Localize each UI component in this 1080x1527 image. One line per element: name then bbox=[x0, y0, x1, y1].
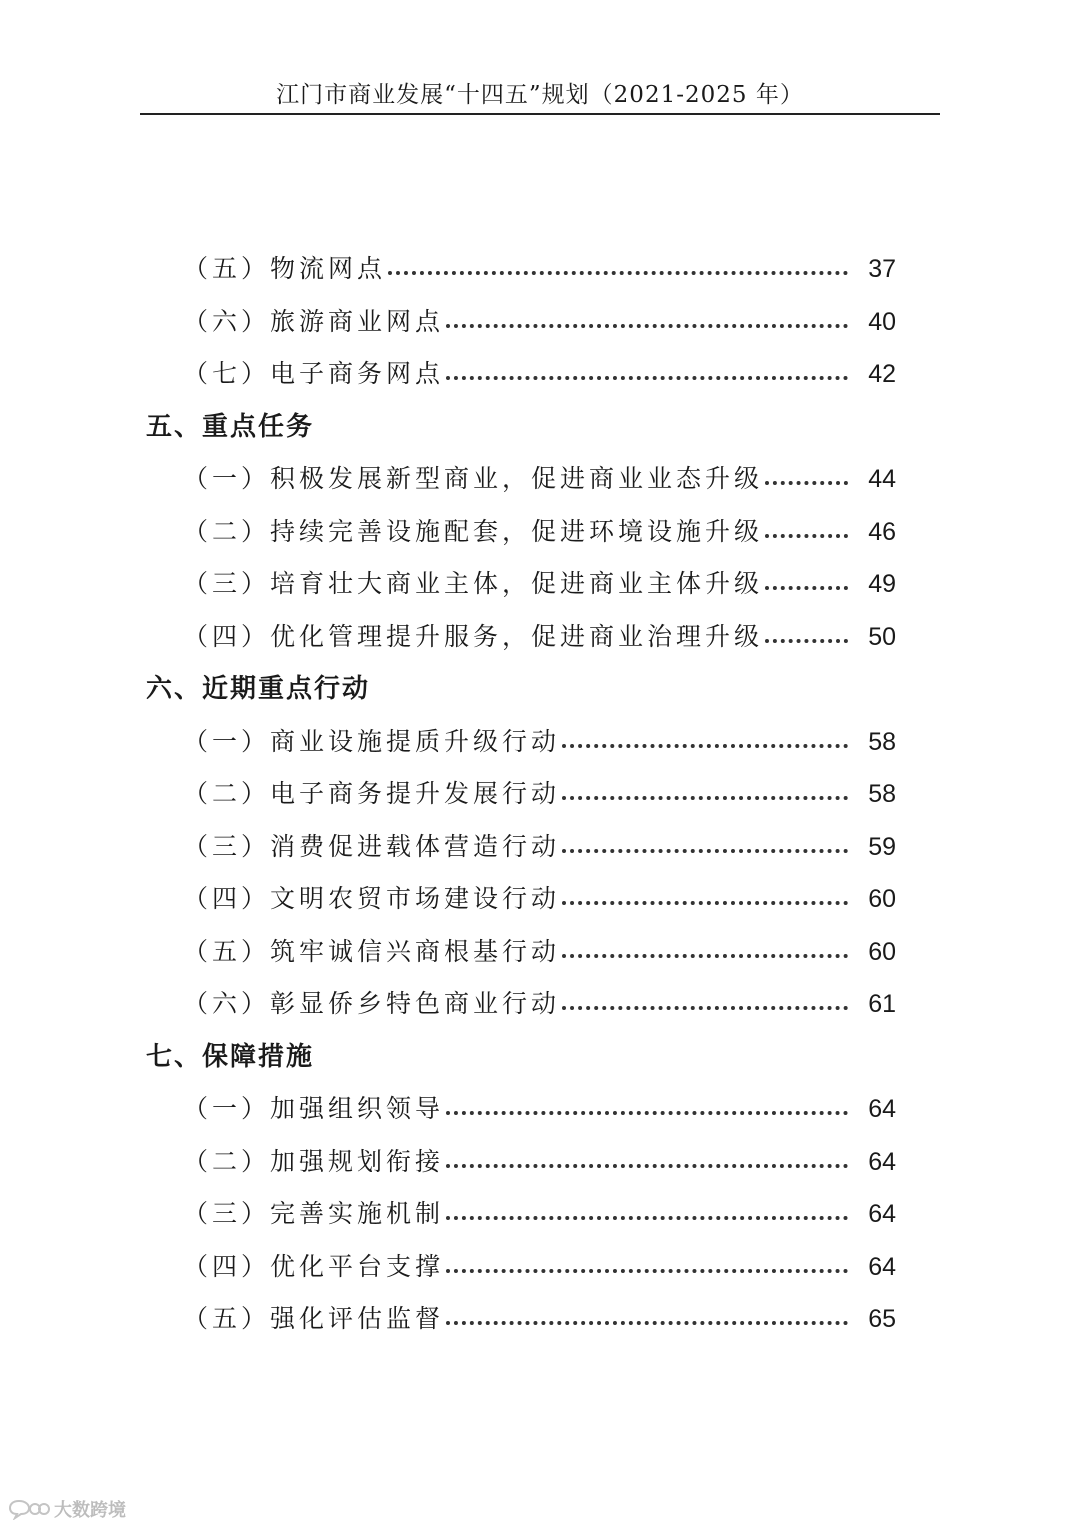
page-number: 60 bbox=[868, 885, 896, 913]
dot-leader bbox=[562, 901, 848, 905]
entry-title: 持续完善设施配套，促进环境设施升级 bbox=[270, 516, 764, 546]
dot-leader bbox=[562, 849, 848, 853]
toc-entry bbox=[0, 774, 1080, 814]
entry-number: （五） bbox=[183, 936, 271, 966]
toc-entry bbox=[0, 1194, 1080, 1234]
entry-number: （三） bbox=[183, 831, 271, 861]
section-title: 五、重点任务 bbox=[146, 411, 315, 442]
entry-number: （四） bbox=[183, 621, 271, 651]
entry-number: （一） bbox=[183, 464, 271, 493]
entry-number: （六） bbox=[183, 306, 271, 336]
toc-entry-row bbox=[183, 1089, 896, 1129]
entry-number: （一） bbox=[183, 1094, 271, 1123]
entry-title: 积极发展新型商业，促进商业业态升级 bbox=[270, 464, 764, 493]
toc-entry-row bbox=[183, 1142, 896, 1182]
toc-entry-row bbox=[183, 932, 896, 972]
page-number: 61 bbox=[868, 990, 896, 1018]
entry-title: 电子商务网点 bbox=[270, 359, 445, 388]
page-number: 64 bbox=[868, 1147, 896, 1176]
watermark-text: 大数跨境 bbox=[54, 1500, 126, 1521]
entry-number: （三） bbox=[183, 569, 271, 598]
toc-entry bbox=[0, 564, 1080, 604]
dot-leader bbox=[765, 481, 848, 485]
toc-entry-row bbox=[183, 722, 896, 762]
entry-title: 培育壮大商业主体，促进商业主体升级 bbox=[270, 569, 764, 598]
dot-leader bbox=[446, 1111, 848, 1115]
entry-number: （五） bbox=[183, 254, 271, 283]
toc-section bbox=[0, 1037, 1080, 1077]
page-number: 65 bbox=[868, 1305, 896, 1333]
entry-number: （七） bbox=[183, 359, 271, 388]
dot-leader bbox=[446, 1321, 848, 1325]
entry-number: （六） bbox=[183, 989, 271, 1018]
dot-leader bbox=[765, 586, 848, 590]
dot-leader bbox=[765, 639, 848, 643]
toc-entry bbox=[0, 984, 1080, 1024]
toc-entry-row bbox=[183, 827, 896, 867]
page-number: 60 bbox=[868, 937, 896, 966]
entry-title: 彰显侨乡特色商业行动 bbox=[270, 989, 561, 1018]
page-number: 64 bbox=[868, 1200, 896, 1228]
dot-leader bbox=[446, 1216, 848, 1220]
toc-entry-row bbox=[183, 249, 896, 289]
toc-entry bbox=[0, 879, 1080, 919]
toc-entry-row bbox=[183, 879, 896, 919]
page-number: 37 bbox=[868, 255, 896, 283]
dot-leader bbox=[562, 1006, 848, 1010]
page-number: 58 bbox=[868, 780, 896, 808]
toc-entry bbox=[0, 1089, 1080, 1129]
entry-title: 电子商务提升发展行动 bbox=[270, 779, 561, 808]
chat-bubble-icon bbox=[8, 1498, 50, 1520]
toc-entry bbox=[0, 302, 1080, 342]
entry-number: （二） bbox=[183, 516, 271, 546]
page-number: 40 bbox=[868, 307, 896, 336]
dot-leader bbox=[562, 744, 848, 748]
dot-leader bbox=[446, 1269, 848, 1273]
toc-entry-row bbox=[183, 1194, 896, 1234]
toc-entry-row bbox=[183, 302, 896, 342]
entry-title: 消费促进载体营造行动 bbox=[270, 831, 561, 861]
dot-leader bbox=[562, 954, 848, 958]
entry-number: （二） bbox=[183, 779, 271, 808]
page-number: 50 bbox=[868, 622, 896, 651]
toc-entry bbox=[0, 722, 1080, 762]
page-number: 49 bbox=[868, 570, 896, 598]
toc-entry-row bbox=[183, 984, 896, 1024]
entry-title: 加强规划衔接 bbox=[270, 1146, 445, 1176]
toc-entry bbox=[0, 354, 1080, 394]
entry-number: （三） bbox=[183, 1199, 271, 1228]
page-number: 58 bbox=[868, 727, 896, 756]
toc-entry-row bbox=[183, 354, 896, 394]
toc-entry-row bbox=[183, 617, 896, 657]
toc-section bbox=[0, 669, 1080, 709]
entry-number: （二） bbox=[183, 1146, 271, 1176]
page-number: 46 bbox=[868, 517, 896, 546]
page-number: 44 bbox=[868, 465, 896, 493]
entry-title: 优化平台支撑 bbox=[270, 1251, 445, 1281]
toc-entry bbox=[0, 617, 1080, 657]
entry-title: 旅游商业网点 bbox=[270, 306, 445, 336]
toc-entry-row bbox=[183, 1299, 896, 1339]
dot-leader bbox=[765, 534, 848, 538]
page-number: 59 bbox=[868, 832, 896, 861]
toc-section bbox=[0, 407, 1080, 447]
entry-number: （四） bbox=[183, 1251, 271, 1281]
toc-entry-row bbox=[183, 1247, 896, 1287]
toc-entry bbox=[0, 459, 1080, 499]
dot-leader bbox=[446, 1164, 848, 1168]
entry-title: 加强组织领导 bbox=[270, 1094, 445, 1123]
watermark bbox=[8, 1495, 126, 1523]
toc-entry-row bbox=[183, 512, 896, 552]
toc-entry bbox=[0, 1142, 1080, 1182]
toc-entry-row bbox=[183, 459, 896, 499]
toc-entry-row bbox=[183, 564, 896, 604]
dot-leader bbox=[446, 324, 848, 328]
toc-entry bbox=[0, 827, 1080, 867]
entry-number: （一） bbox=[183, 726, 271, 756]
toc-entry bbox=[0, 1299, 1080, 1339]
entry-title: 商业设施提质升级行动 bbox=[270, 726, 561, 756]
dot-leader bbox=[446, 376, 848, 380]
entry-title: 优化管理提升服务，促进商业治理升级 bbox=[270, 621, 764, 651]
entry-title: 文明农贸市场建设行动 bbox=[270, 884, 561, 913]
running-header: 江门市商业发展“十四五”规划（2021-2025 年） bbox=[276, 82, 804, 108]
page-number: 64 bbox=[868, 1252, 896, 1281]
toc-entry bbox=[0, 1247, 1080, 1287]
toc-entry bbox=[0, 512, 1080, 552]
entry-number: （四） bbox=[183, 884, 271, 913]
page-number: 42 bbox=[868, 360, 896, 388]
page-number: 64 bbox=[868, 1095, 896, 1123]
section-title: 六、近期重点行动 bbox=[146, 674, 371, 704]
section-title: 七、保障措施 bbox=[146, 1041, 315, 1072]
toc-entry bbox=[0, 932, 1080, 972]
entry-title: 物流网点 bbox=[270, 254, 387, 283]
entry-title: 完善实施机制 bbox=[270, 1199, 445, 1228]
toc-entry bbox=[0, 249, 1080, 289]
dot-leader bbox=[562, 796, 848, 800]
entry-title: 筑牢诚信兴商根基行动 bbox=[270, 936, 561, 966]
entry-number: （五） bbox=[183, 1304, 271, 1333]
entry-title: 强化评估监督 bbox=[270, 1304, 445, 1333]
dot-leader bbox=[388, 271, 848, 275]
toc-entry-row bbox=[183, 774, 896, 814]
